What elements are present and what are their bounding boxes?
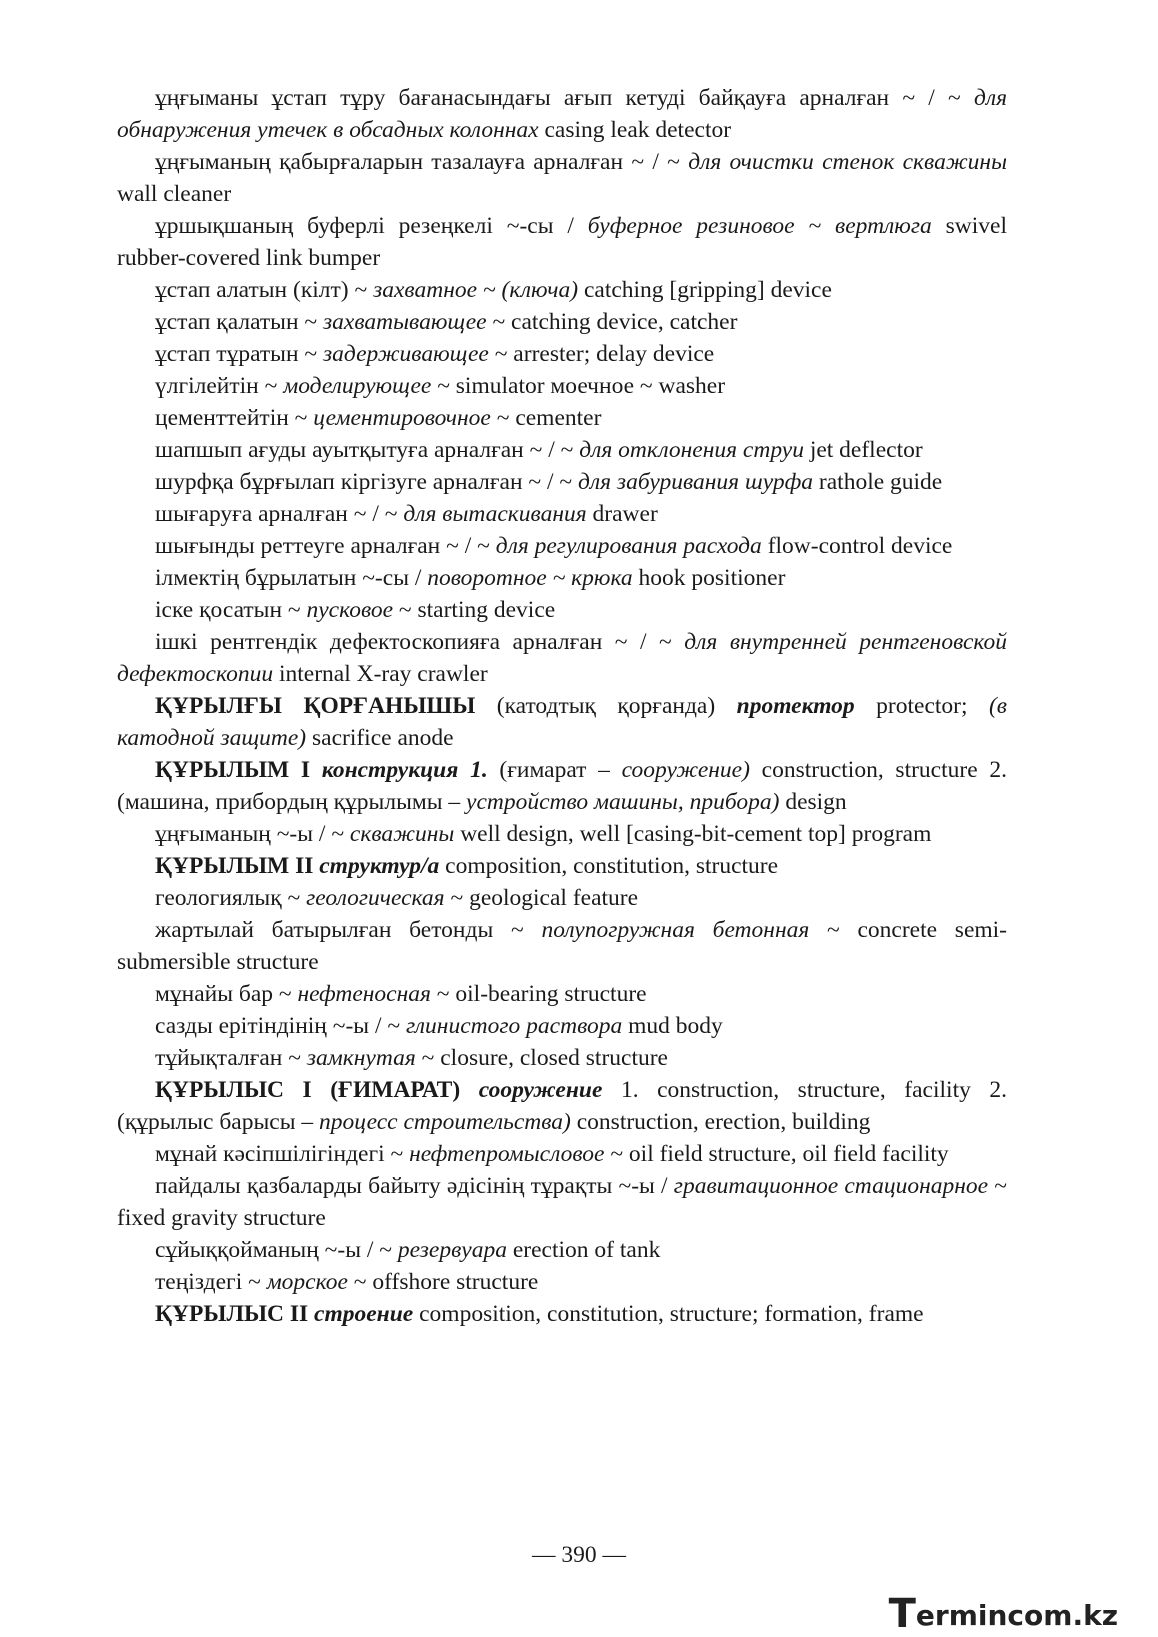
entry-text: ~ catching device, catcher xyxy=(486,309,738,335)
entry-text: сұйыққойманың ~-ы / ~ xyxy=(155,1237,398,1263)
entry-text: геологиялық ~ xyxy=(155,885,307,911)
headword-text: ҚҰРЫЛЫС II xyxy=(155,1301,315,1327)
russian-term: геологическая xyxy=(306,885,445,911)
russian-term: пусковое xyxy=(306,597,394,623)
dictionary-entry xyxy=(117,818,1007,850)
entry-text: шапшып ағуды ауытқытуға арналған ~ / ~ xyxy=(155,437,580,463)
dictionary-entry xyxy=(117,274,1007,306)
entry-text: (катодтық қорғанда) xyxy=(475,693,737,719)
entry-text: rathole guide xyxy=(813,469,943,495)
headword-text: ҚҰРЫЛҒЫ ҚОРҒАНЫШЫ xyxy=(155,693,476,719)
entry-text: casing leak detector xyxy=(538,117,732,143)
dictionary-entry xyxy=(117,210,1007,274)
dictionary-entry xyxy=(117,338,1007,370)
entry-text: ~ oil-bearing structure xyxy=(430,981,647,1007)
entry-text: іске қосатын ~ xyxy=(155,597,307,623)
russian-term: нефтепромысловое xyxy=(409,1141,605,1167)
dictionary-entry xyxy=(117,1138,1007,1170)
headword-text: протектор xyxy=(736,693,855,719)
entry-text: сазды ерітіндінің ~-ы / ~ xyxy=(155,1013,406,1039)
headword-text: ҚҰРЫЛЫС I (ҒИМАРАТ) xyxy=(155,1077,479,1103)
entry-text: composition, constitution, structure xyxy=(439,853,779,879)
entry-text: цементтейтін ~ xyxy=(155,405,314,431)
russian-term: для обнаружения утечек в обсадных колоннах xyxy=(117,85,1007,143)
headword-text: ҚҰРЫЛЫМ I xyxy=(155,757,322,783)
dictionary-entry xyxy=(117,434,1007,466)
dictionary-entry xyxy=(117,562,1007,594)
russian-term: для внутренней рентгеновской дефектоскопии xyxy=(117,629,1008,687)
russian-term: для вытаскивания xyxy=(403,501,587,527)
entry-text: sacrifice anode xyxy=(306,725,454,751)
entry-text: ~ cementer xyxy=(490,405,602,431)
entry-text: ~ oil field structure, oil field facility xyxy=(604,1141,949,1167)
russian-term: для забуривания шурфа xyxy=(578,469,814,495)
entry-text: ұршықшаның буферлі резеңкелі ~-сы / xyxy=(155,213,588,239)
entry-text: ~ concrete semi-submersible structure xyxy=(117,917,1008,975)
dictionary-entry xyxy=(117,594,1007,626)
entry-text: ~ geological feature xyxy=(444,885,639,911)
entry-text: үлгілейтін ~ xyxy=(155,373,284,399)
entry-text: catching [gripping] device xyxy=(578,277,832,303)
entry-text: erection of tank xyxy=(506,1237,661,1263)
russian-term: захватывающее xyxy=(323,309,487,335)
entry-text: ұңғыманы ұстап тұру бағанасындағы ағып кетуді байқауға арналған ~ / ~ xyxy=(155,85,974,111)
dictionary-entry xyxy=(117,1010,1007,1042)
russian-term: резервуара xyxy=(397,1237,507,1263)
entry-text: flow-control device xyxy=(761,533,953,559)
dictionary-entry xyxy=(117,146,1007,210)
russian-term: замкнутая xyxy=(306,1045,416,1071)
entry-text: ~ closure, closed structure xyxy=(415,1045,668,1071)
dictionary-entry xyxy=(117,1266,1007,1298)
russian-term: сооружение) xyxy=(621,757,750,783)
russian-term: устройство машины, прибора) xyxy=(466,789,780,815)
dictionary-entry xyxy=(117,306,1007,338)
entry-text: composition, constitution, structure; formation, frame xyxy=(413,1301,924,1327)
dictionary-entry xyxy=(117,690,1007,754)
russian-term: процесс строительства) xyxy=(319,1109,571,1135)
entry-text: jet deflector xyxy=(803,437,923,463)
dictionary-entry xyxy=(117,530,1007,562)
russian-term: моделирующее xyxy=(283,373,432,399)
dictionary-entry xyxy=(117,754,1007,818)
entry-text: design xyxy=(779,789,847,815)
entry-text: ~ arrester; delay device xyxy=(488,341,715,367)
russian-term: задерживающее xyxy=(323,341,489,367)
russian-term: гравитационное стационарное xyxy=(673,1173,989,1199)
dictionary-entry xyxy=(117,1234,1007,1266)
russian-term: (в катодной защите) xyxy=(117,693,1008,751)
dictionary-entry xyxy=(117,466,1007,498)
entry-text: construction, structure 2. (машина, прибордың құрылымы – xyxy=(117,757,1007,815)
termincom-logo: T ermincom.kz xyxy=(888,1591,1118,1637)
russian-term: поворотное ~ крюка xyxy=(427,565,633,591)
entry-text: пайдалы қазбаларды байыту әдісінің тұрақты ~-ы / xyxy=(155,1173,674,1199)
entry-text: wall cleaner xyxy=(117,181,232,207)
russian-term: нефтеносная xyxy=(297,981,431,1007)
entry-text: hook positioner xyxy=(632,565,786,591)
dictionary-entry xyxy=(117,1170,1007,1234)
entry-text: ~ starting device xyxy=(393,597,556,623)
entry-text: drawer xyxy=(586,501,658,527)
russian-term: захватное ~ (ключа) xyxy=(373,277,579,303)
russian-term: скважины xyxy=(349,821,455,847)
russian-term: буферное резиновое ~ вертлюга xyxy=(587,213,932,239)
entry-text: protector; xyxy=(854,693,989,719)
dictionary-entry xyxy=(117,402,1007,434)
entry-text: construction, erection, building xyxy=(570,1109,871,1135)
entry-text: мұнайы бар ~ xyxy=(155,981,298,1007)
russian-term: морское xyxy=(266,1269,348,1295)
entry-text: шурфқа бұрғылап кіргізуге арналған ~ / ~ xyxy=(155,469,578,495)
entry-text: ~ offshore structure xyxy=(347,1269,539,1295)
entry-text: шығынды реттеуге арналған ~ / ~ xyxy=(155,533,496,559)
page-number: — 390 — xyxy=(532,1542,626,1568)
dictionary-entry xyxy=(117,1074,1007,1138)
entry-text: ішкі рентгендік дефектоскопияға арналған ~ / ~ xyxy=(155,629,685,655)
entry-text: ~ simulator моечное ~ washer xyxy=(431,373,726,399)
headword-text: конструкция 1. xyxy=(321,757,488,783)
entry-text: теңіздегі ~ xyxy=(155,1269,267,1295)
entry-text: ұңғыманың ~-ы / ~ xyxy=(155,821,350,847)
entry-text: ілмектің бұрылатын ~-сы / xyxy=(155,565,428,591)
entry-text: ұстап алатын (кілт) ~ xyxy=(155,277,374,303)
dictionary-entries xyxy=(117,82,1007,1330)
entry-text: ұңғыманың қабырғаларын тазалауға арналған ~ / ~ xyxy=(155,149,689,175)
entry-text: жартылай батырылған бетонды ~ xyxy=(155,917,542,943)
russian-term: для отклонения струи xyxy=(579,437,804,463)
entry-text: ұстап қалатын ~ xyxy=(155,309,324,335)
entry-text: 1. construction, structure, facility 2. (құрылыс барысы – xyxy=(117,1077,1008,1135)
entry-text: шығаруға арналған ~ / ~ xyxy=(155,501,404,527)
dictionary-entry xyxy=(117,626,1007,690)
dictionary-entry xyxy=(117,978,1007,1010)
headword-text: сооружение xyxy=(478,1077,603,1103)
dictionary-entry xyxy=(117,82,1007,146)
russian-term: для регулирования расхода xyxy=(495,533,762,559)
entry-text: (ғимарат – xyxy=(487,757,622,783)
dictionary-entry xyxy=(117,370,1007,402)
dictionary-entry xyxy=(117,1042,1007,1074)
dictionary-entry xyxy=(117,914,1007,978)
dictionary-entry xyxy=(117,498,1007,530)
headword-text: ҚҰРЫЛЫМ II xyxy=(155,853,320,879)
entry-text: swivel rubber-covered link bumper xyxy=(117,213,1008,271)
entry-text: well design, well [casing-bit-cement top] program xyxy=(454,821,932,847)
entry-text: ұстап тұратын ~ xyxy=(155,341,323,367)
entry-text: internal X-ray crawler xyxy=(273,661,488,687)
russian-term: глинистого раствора xyxy=(405,1013,623,1039)
russian-term: для очистки стенок скважины xyxy=(688,149,1007,175)
entry-text: тұйықталған ~ xyxy=(155,1045,307,1071)
entry-text: мұнай кәсіпшілігіндегі ~ xyxy=(155,1141,410,1167)
dictionary-entry xyxy=(117,882,1007,914)
headword-text: структур/а xyxy=(319,853,440,879)
russian-term: полупогружная бетонная xyxy=(541,917,810,943)
dictionary-entry xyxy=(117,1298,1007,1330)
russian-term: цементировочное xyxy=(313,405,491,431)
entry-text: ~ fixed gravity structure xyxy=(117,1173,1008,1231)
entry-text: mud body xyxy=(622,1013,723,1039)
headword-text: строение xyxy=(314,1301,414,1327)
dictionary-entry xyxy=(117,850,1007,882)
